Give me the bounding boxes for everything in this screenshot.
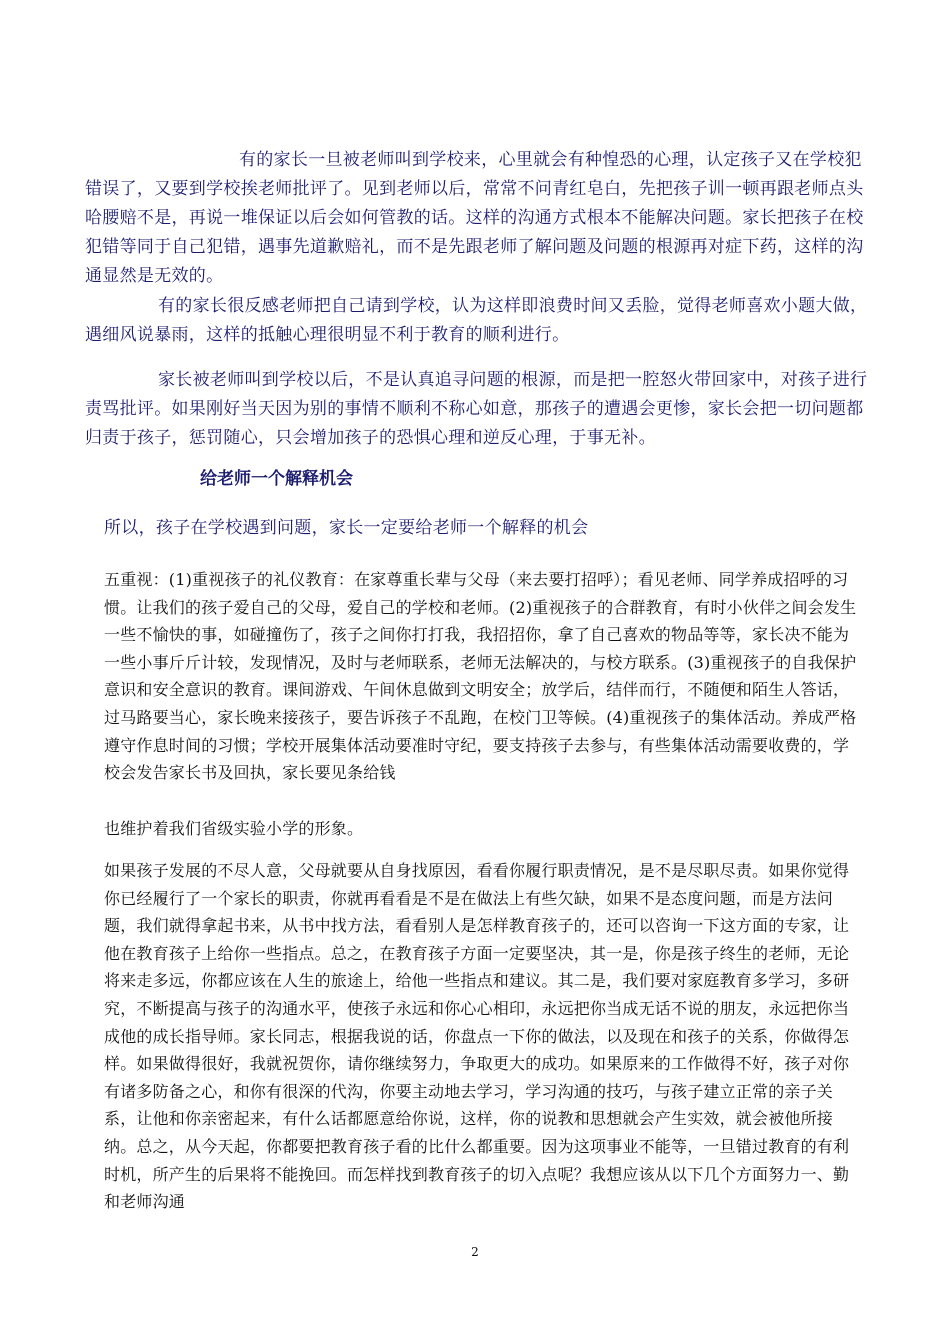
paragraph-five-priorities: 五重视：(1)重视孩子的礼仪教育：在家尊重长辈与父母（来去要打招呼）；看见老师、同学养成招呼的习惯。让我们的孩子爱自己的父母，爱自己的学校和老师。(2)重视孩子的合群教育，有时小伙伴之间会发生一些不愉快的事，如碰撞伤了，孩子之间你打打我，我招招你，拿了自己喜欢的物品等等，家长决不能为一些小事斤斤计较，发现情况，及时与老师联系，老师无法解决的，与校方联系。(3)重视孩子的自我保护意识和安全意识的教育。课间游戏、午间休息做到文明安全；放学后，结伴而行，不随便和陌生人答话，过马路要当心，家长晚来接孩子，要告诉孩子不乱跑，在校门卫等候。(4)重视孩子的集体活动。养成严格遵守作息时间的习惯；学校开展集体活动要准时守纪，要支持孩子去参与，有些集体活动需要收费的，学校会发告家长书及回执，家长要见条给钱	[104, 570, 857, 783]
paragraph-give-teacher-chance: 所以，孩子在学校遇到问题，家长一定要给老师一个解释的机会	[104, 518, 589, 538]
paragraph-anxious-parents: 有的家长一旦被老师叫到学校来，心里就会有种惶恐的心理，认定孩子又在学校犯错误了，又要到学校挨老师批评了。见到老师以后，常常不问青红皂白，先把孩子训一顿再跟老师点头哈腰赔不是，再说一堆保证以后会如何管教的话。这样的沟通方式根本不能解决问题。家长把孩子在校犯错等同于自己犯错，遇事先道歉赔礼，而不是先跟老师了解问题及问题的根源再对症下药，这样的沟通显然是无效的。	[85, 150, 864, 286]
paragraph-self-reflection: 如果孩子发展的不尽人意，父母就要从自身找原因，看看你履行职责情况，是不是尽职尽责。如果你觉得你已经履行了一个家长的职责，你就再看看是不是在做法上有些欠缺，如果不是态度问题，而是方法问题，我们就得拿起书来，从书中找方法，看看别人是怎样教育孩子的，还可以咨询一下这方面的专家，让他在教育孩子上给你一些指点。总之，在教育孩子方面一定要坚决，其一是，你是孩子终生的老师，无论将来走多远，你都应该在人生的旅途上，给他一些指点和建议。其二是，我们要对家庭教育多学习，多研究，不断提高与孩子的沟通水平，使孩子永远和你心心相印，永远把你当成无话不说的朋友，永远把你当成他的成长指导师。家长同志，根据我说的话，你盘点一下你的做法，以及现在和孩子的关系，你做得怎样。如果做得很好，我就祝贺你，请你继续努力，争取更大的成功。如果原来的工作做得不好，孩子对你有诸多防备之心，和你有很深的代沟，你要主动地去学习，学习沟通的技巧，与孩子建立正常的亲子关系，让他和你亲密起来，有什么话都愿意给你说，这样，你的说教和思想就会产生实效，就会被他所接纳。总之，从今天起，你都要把教育孩子看的比什么都重要。因为这项事业不能等，一旦错过教育的有利时机，所产生的后果将不能挽回。而怎样找到教育孩子的切入点呢？我想应该从以下几个方面努力一、勤和老师沟通	[104, 861, 850, 1212]
page-number: 2	[471, 1245, 479, 1259]
section-heading: 给老师一个解释机会	[200, 469, 353, 489]
paragraph-resentful-parents: 有的家长很反感老师把自己请到学校，认为这样即浪费时间又丢脸，觉得老师喜欢小题大做，遇细风说暴雨，这样的抵触心理很明显不利于教育的顺利进行。	[85, 296, 868, 345]
paragraph-angry-parents: 家长被老师叫到学校以后，不是认真追寻问题的根源，而是把一腔怒火带回家中，对孩子进行责骂批评。如果刚好当天因为别的事情不顺利不称心如意，那孩子的遭遇会更惨，家长会把一切问题都归责于孩子，惩罚随心，只会增加孩子的恐惧心理和逆反心理，于事无补。	[85, 370, 868, 448]
paragraph-school-image: 也维护着我们省级实验小学的形象。	[104, 819, 364, 838]
